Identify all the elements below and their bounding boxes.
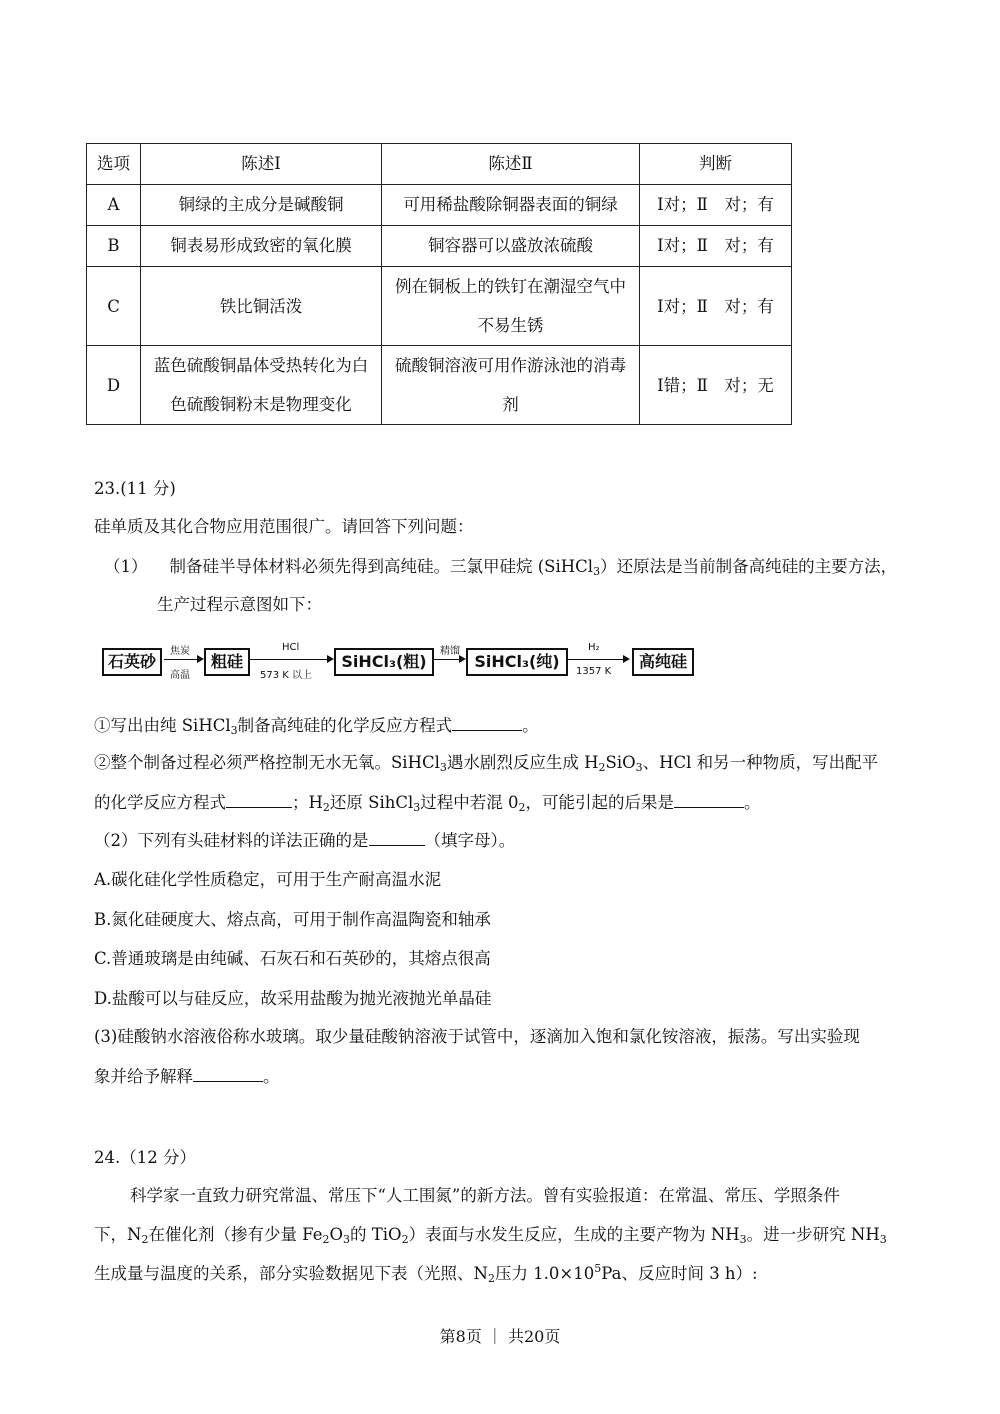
text: 压力 1.0×10 <box>494 1264 595 1283</box>
subscript: 2 <box>322 801 330 814</box>
q23-part1 <box>104 553 897 578</box>
text: 遇水剧烈反应生成 H <box>446 753 599 772</box>
table-cell: Ⅰ对；Ⅱ 对；有 <box>640 267 792 346</box>
subscript: 3 <box>230 724 238 737</box>
text: 的化学反应方程式 <box>94 793 226 812</box>
subscript: 3 <box>635 761 643 774</box>
table-cell: 可用稀盐酸除铜器表面的铜绿 <box>382 185 640 226</box>
table-cell: 例在铜板上的铁钉在潮湿空气中不易生锈 <box>382 267 640 346</box>
table-cell: 蓝色硫酸铜晶体受热转化为白色硫酸铜粉末是物理变化 <box>141 346 382 425</box>
flow-arrow <box>250 659 328 660</box>
answer-blank[interactable] <box>193 1067 263 1082</box>
text: 的 TiO <box>350 1225 402 1244</box>
subscript: 3 <box>739 1233 747 1246</box>
text: 。 <box>263 1067 280 1086</box>
q23-part3: (3)硅酸钠水溶液俗称水玻璃。取少量硅酸钠溶液于试管中，逐滴加入饱和氯化铵溶液，振荡。写出实验现 <box>94 1027 860 1046</box>
table-header: 判断 <box>640 144 792 185</box>
flow-box-pure-si: 高纯硅 <box>632 648 694 676</box>
q23-sub2-line2 <box>94 789 761 814</box>
q23-header: 23.(11 分) <box>94 479 176 498</box>
options-table <box>86 143 792 425</box>
text: O <box>329 1225 344 1244</box>
text: 。 <box>744 793 761 812</box>
text: （2）下列有头硅材料的详法正确的是 <box>94 831 369 850</box>
table-cell: 铜表易形成致密的氧化膜 <box>141 226 382 267</box>
table-cell: Ⅰ对；Ⅱ 对；有 <box>640 226 792 267</box>
subscript: 3 <box>413 801 421 814</box>
flow-label: H₂ <box>588 642 600 653</box>
table-cell: Ⅰ对；Ⅱ 对；有 <box>640 185 792 226</box>
table-row <box>87 267 792 346</box>
q24-line2 <box>94 1221 887 1246</box>
table-cell: Ⅰ错；Ⅱ 对；无 <box>640 346 792 425</box>
answer-blank[interactable] <box>369 831 425 846</box>
text: 、HCl 和另一种物质，写出配平 <box>642 753 879 772</box>
subscript: 3 <box>879 1233 887 1246</box>
table-cell: B <box>87 226 141 267</box>
q23-part2 <box>94 827 515 851</box>
text: 下，N <box>94 1225 142 1244</box>
text: Pa、反应时间 3 h）: <box>601 1264 758 1283</box>
part1-text: 制备硅半导体材料必须先得到高纯硅。三氯甲硅烷 (SiHCl <box>169 557 594 576</box>
flow-label: 焦炭 <box>170 646 190 657</box>
text: 过程中若混 0 <box>420 793 519 812</box>
subscript: 3 <box>439 761 447 774</box>
text: ②整个制备过程必须严格控制无水无氧。SiHCl <box>94 753 440 772</box>
table-header: 陈述Ⅱ <box>382 144 640 185</box>
option-c: C.普通玻璃是由纯碱、石灰石和石英砂的，其熔点很高 <box>94 949 491 968</box>
text: 还原 SihCl <box>329 793 414 812</box>
text: 在催化剂（掺有少量 Fe <box>148 1225 323 1244</box>
page-footer: 第8页 ｜ 共20页 <box>439 1327 561 1346</box>
part1-text-cont: ）还原法是当前制备高纯硅的主要方法， <box>600 557 898 576</box>
flow-box-quartz: 石英砂 <box>102 648 162 676</box>
subscript: 2 <box>598 761 606 774</box>
table-row <box>87 185 792 226</box>
option-a: A.碳化硅化学性质稳定，可用于生产耐高温水泥 <box>94 870 442 889</box>
subscript: 2 <box>141 1233 149 1246</box>
subscript: 3 <box>593 565 601 578</box>
answer-blank[interactable] <box>452 716 522 731</box>
subscript: 2 <box>487 1272 495 1285</box>
q23-sub1 <box>94 712 539 737</box>
q23-part1-line2: 生产过程示意图如下： <box>157 595 322 614</box>
flow-label: HCl <box>282 642 300 653</box>
table-cell: 铁比铜活泼 <box>141 267 382 346</box>
text: ①写出由纯 SiHCl <box>94 716 231 735</box>
q24-line3 <box>94 1260 758 1285</box>
table-cell: 铜绿的主成分是碱酸铜 <box>141 185 382 226</box>
text: ；H <box>292 793 323 812</box>
answer-blank[interactable] <box>674 793 744 808</box>
text: SiO <box>605 753 636 772</box>
flow-box-sihcl3-crude: SiHCl₃(粗) <box>334 648 434 676</box>
table-header: 陈述Ⅰ <box>141 144 382 185</box>
q23-intro: 硅单质及其化合物应用范围很广。请回答下列问题： <box>94 517 474 536</box>
table-cell: A <box>87 185 141 226</box>
flow-arrow <box>568 659 624 660</box>
text: 。 <box>522 716 539 735</box>
flow-box-sihcl3-pure: SiHCl₃(纯) <box>466 648 568 676</box>
table-row <box>87 226 792 267</box>
q23-part3-line2 <box>94 1063 280 1087</box>
table-header: 选项 <box>87 144 141 185</box>
text: 象并给予解释 <box>94 1067 193 1086</box>
flow-label: 精馏 <box>440 646 460 657</box>
table-cell: D <box>87 346 141 425</box>
subscript: 2 <box>518 801 526 814</box>
answer-blank[interactable] <box>226 793 292 808</box>
part-number: （1） <box>104 557 148 576</box>
subscript: 2 <box>322 1233 330 1246</box>
text: ）表面与水发生反应，生成的主要产物为 NH <box>408 1225 740 1244</box>
q24-header: 24.（12 分） <box>94 1148 196 1167</box>
flow-box-crude-si: 粗硅 <box>204 648 250 676</box>
flow-arrow <box>434 659 460 660</box>
text: （填字母）。 <box>424 831 516 850</box>
table-cell: C <box>87 267 141 346</box>
flow-label: 1357 K <box>576 666 612 677</box>
table-header-row <box>87 144 792 185</box>
subscript: 2 <box>401 1233 409 1246</box>
text: 。进一步研究 NH <box>746 1225 880 1244</box>
text: 生成量与温度的关系，部分实验数据见下表（光照、N <box>94 1264 488 1283</box>
table-cell: 硫酸铜溶液可用作游泳池的消毒剂 <box>382 346 640 425</box>
text: ，可能引起的后果是 <box>525 793 674 812</box>
q24-line1: 科学家一直致力研究常温、常压下“人工围氮”的新方法。曾有实验报道：在常温、常压、学照条件 <box>130 1186 840 1205</box>
q23-sub2 <box>94 749 878 774</box>
subscript: 3 <box>343 1233 351 1246</box>
table-cell: 铜容器可以盛放浓硫酸 <box>382 226 640 267</box>
option-b: B.氮化硅硬度大、熔点高，可用于制作高温陶瓷和轴承 <box>94 910 491 929</box>
superscript: 5 <box>594 1262 602 1275</box>
flow-label: 573 K 以上 <box>260 670 313 681</box>
flow-label: 高温 <box>170 670 190 681</box>
process-flow-diagram <box>100 640 700 688</box>
option-d: D.盐酸可以与硅反应，故采用盐酸为抛光液抛光单晶硅 <box>94 989 492 1008</box>
flow-arrow <box>164 659 198 660</box>
table-row <box>87 346 792 425</box>
text: 制备高纯硅的化学反应方程式 <box>237 716 453 735</box>
